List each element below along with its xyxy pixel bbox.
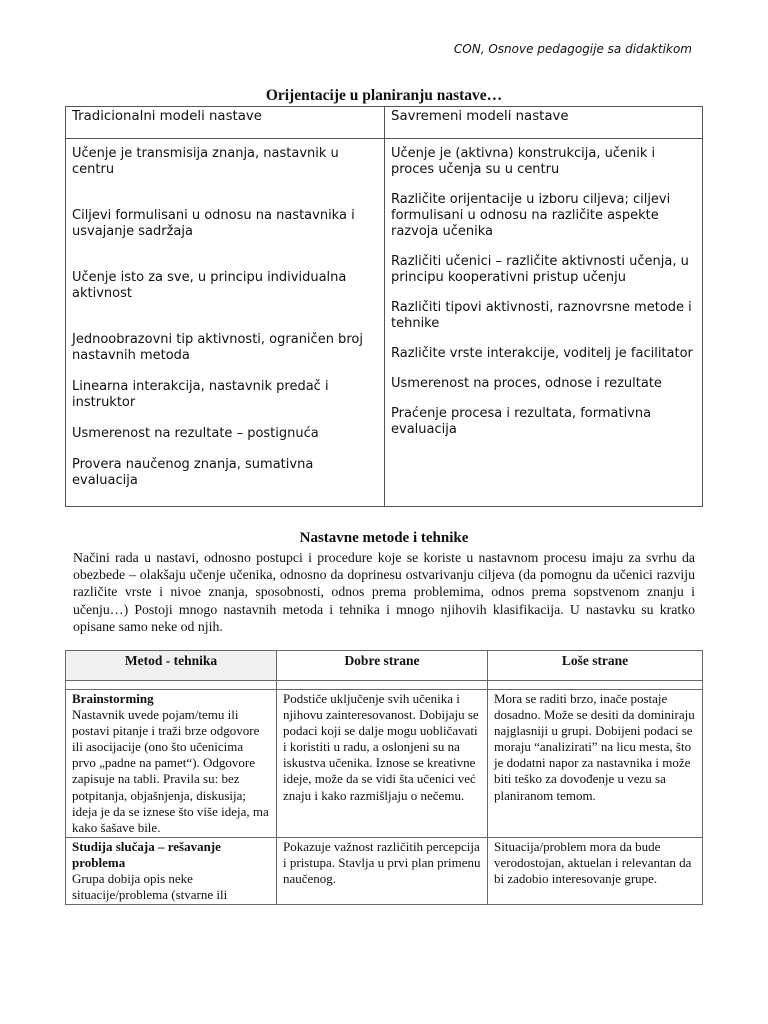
- list-item: Jednoobrazovni tip aktivnosti, ograničen broj nastavnih metoda: [72, 332, 363, 363]
- traditional-column: [66, 139, 385, 507]
- list-item: Različite vrste interakcije, voditelj je facilitator: [391, 346, 693, 361]
- bad-cell: Mora se raditi brzo, inače postaje dosadno. Može se desiti da dominiraju najglasniji u grupi. Dobijeni podaci se moraju “analizirati” na licu mesta, što je dodatni napor za nastavnika i može biti teško za dovođenje u vezu sa planiranom temom.: [488, 690, 703, 838]
- list-item: Različiti tipovi aktivnosti, raznovrsne metode i tehnike: [391, 300, 692, 331]
- method-description: Grupa dobija opis neke situacije/problema (stvarne ili: [72, 871, 228, 903]
- spacer-row: [66, 681, 703, 690]
- col-modern-header: Savremeni modeli nastave: [385, 107, 703, 139]
- col-method-header: Metod - tehnika: [66, 651, 277, 681]
- list-item: Usmerenost na proces, odnose i rezultate: [391, 376, 662, 391]
- list-item: Linearna interakcija, nastavnik predač i instruktor: [72, 379, 329, 410]
- table-row: [66, 837, 703, 904]
- col-good-header: Dobre strane: [277, 651, 488, 681]
- list-item: Učenje isto za sve, u principu individualna aktivnost: [72, 270, 347, 301]
- list-item: Različiti učenici – različite aktivnosti učenja, u principu kooperativni pristup učenju: [391, 254, 689, 285]
- table-header-row: [66, 107, 703, 139]
- list-item: Ciljevi formulisani u odnosu na nastavnika i usvajanje sadržaja: [72, 208, 355, 239]
- list-item: Učenje je (aktivna) konstrukcija, učenik i proces učenja su u centru: [391, 146, 656, 177]
- section-title-orientations: Orijentacije u planiranju nastave…: [265, 87, 503, 104]
- course-header: CON, Osnove pedagogije sa didaktikom: [453, 42, 692, 56]
- table-body-row: [66, 139, 703, 507]
- method-name: Studija slučaja – rešavanje problema: [72, 838, 221, 870]
- list-item: Učenje je transmisija znanja, nastavnik u centru: [72, 146, 339, 177]
- method-cell: [66, 690, 277, 838]
- method-name: Brainstorming: [72, 691, 154, 706]
- col-traditional-header: Tradicionalni modeli nastave: [66, 107, 385, 139]
- list-item: Praćenje procesa i rezultata, formativna evaluacija: [391, 406, 652, 437]
- good-cell: Pokazuje važnost različitih percepcija i pristupa. Stavlja u prvi plan primenu naučenog.: [277, 837, 488, 904]
- method-cell: [66, 837, 277, 904]
- methods-table: [65, 650, 703, 905]
- list-item: Različite orijentacije u izboru ciljeva; ciljevi formulisani u odnosu na različite aspekte razvoja učenika: [391, 192, 671, 239]
- method-description: Nastavnik uvede pojam/temu ili postavi pitanje i traži brze odgovore ili asocijacije (ono što učenicima prvo „padne na pamet“). Odgovore zapisuje na tabli. Pravila su: bez potpitanja, objašnjenja, diskusija; ideja je da se iznese što više ideja, ma kako šašave bile.: [72, 707, 269, 835]
- table-row: [66, 690, 703, 838]
- list-item: Provera naučenog znanja, sumativna evaluacija: [72, 457, 314, 488]
- section-title-methods: Nastavne metode i tehnike: [299, 530, 469, 546]
- good-cell: Podstiče uključenje svih učenika i njihovu zainteresovanost. Dobijaju se podaci koji se dalje mogu uobličavati i koristiti u radu, a oslonjeni su na iskustva učenika. Iznose se kreativne ideje, može da se vidi šta učenici već znaju i kako razmišljaju o nečemu.: [277, 690, 488, 838]
- bad-cell: Situacija/problem mora da bude verodostojan, aktuelan i relevantan da bi zadobio interesovanje grupe.: [488, 837, 703, 904]
- list-item: Usmerenost na rezultate – postignuća: [72, 426, 319, 441]
- table-header-row: [66, 651, 703, 681]
- intro-paragraph: Načini rada u nastavi, odnosno postupci i procedure koje se koriste u nastavnom procesu imaju za svrhu da obezbede – olakšaju učenje učenika, odnosno da doprinesu ostvarivanju ciljeva (da pomognu da učenici razviju različite vrste i nivoe znanja, sposobnosti, odnos prema problemima, odnos prema sopstvenom znanju i učenju…) Postoji mnogo nastavnih metoda i tehnika i mnogo njihovih klasifikacija. U nastavku su kratko opisane samo neke od njih.: [73, 550, 695, 634]
- orientation-table: [65, 106, 703, 507]
- col-bad-header: Loše strane: [488, 651, 703, 681]
- modern-column: [385, 139, 703, 507]
